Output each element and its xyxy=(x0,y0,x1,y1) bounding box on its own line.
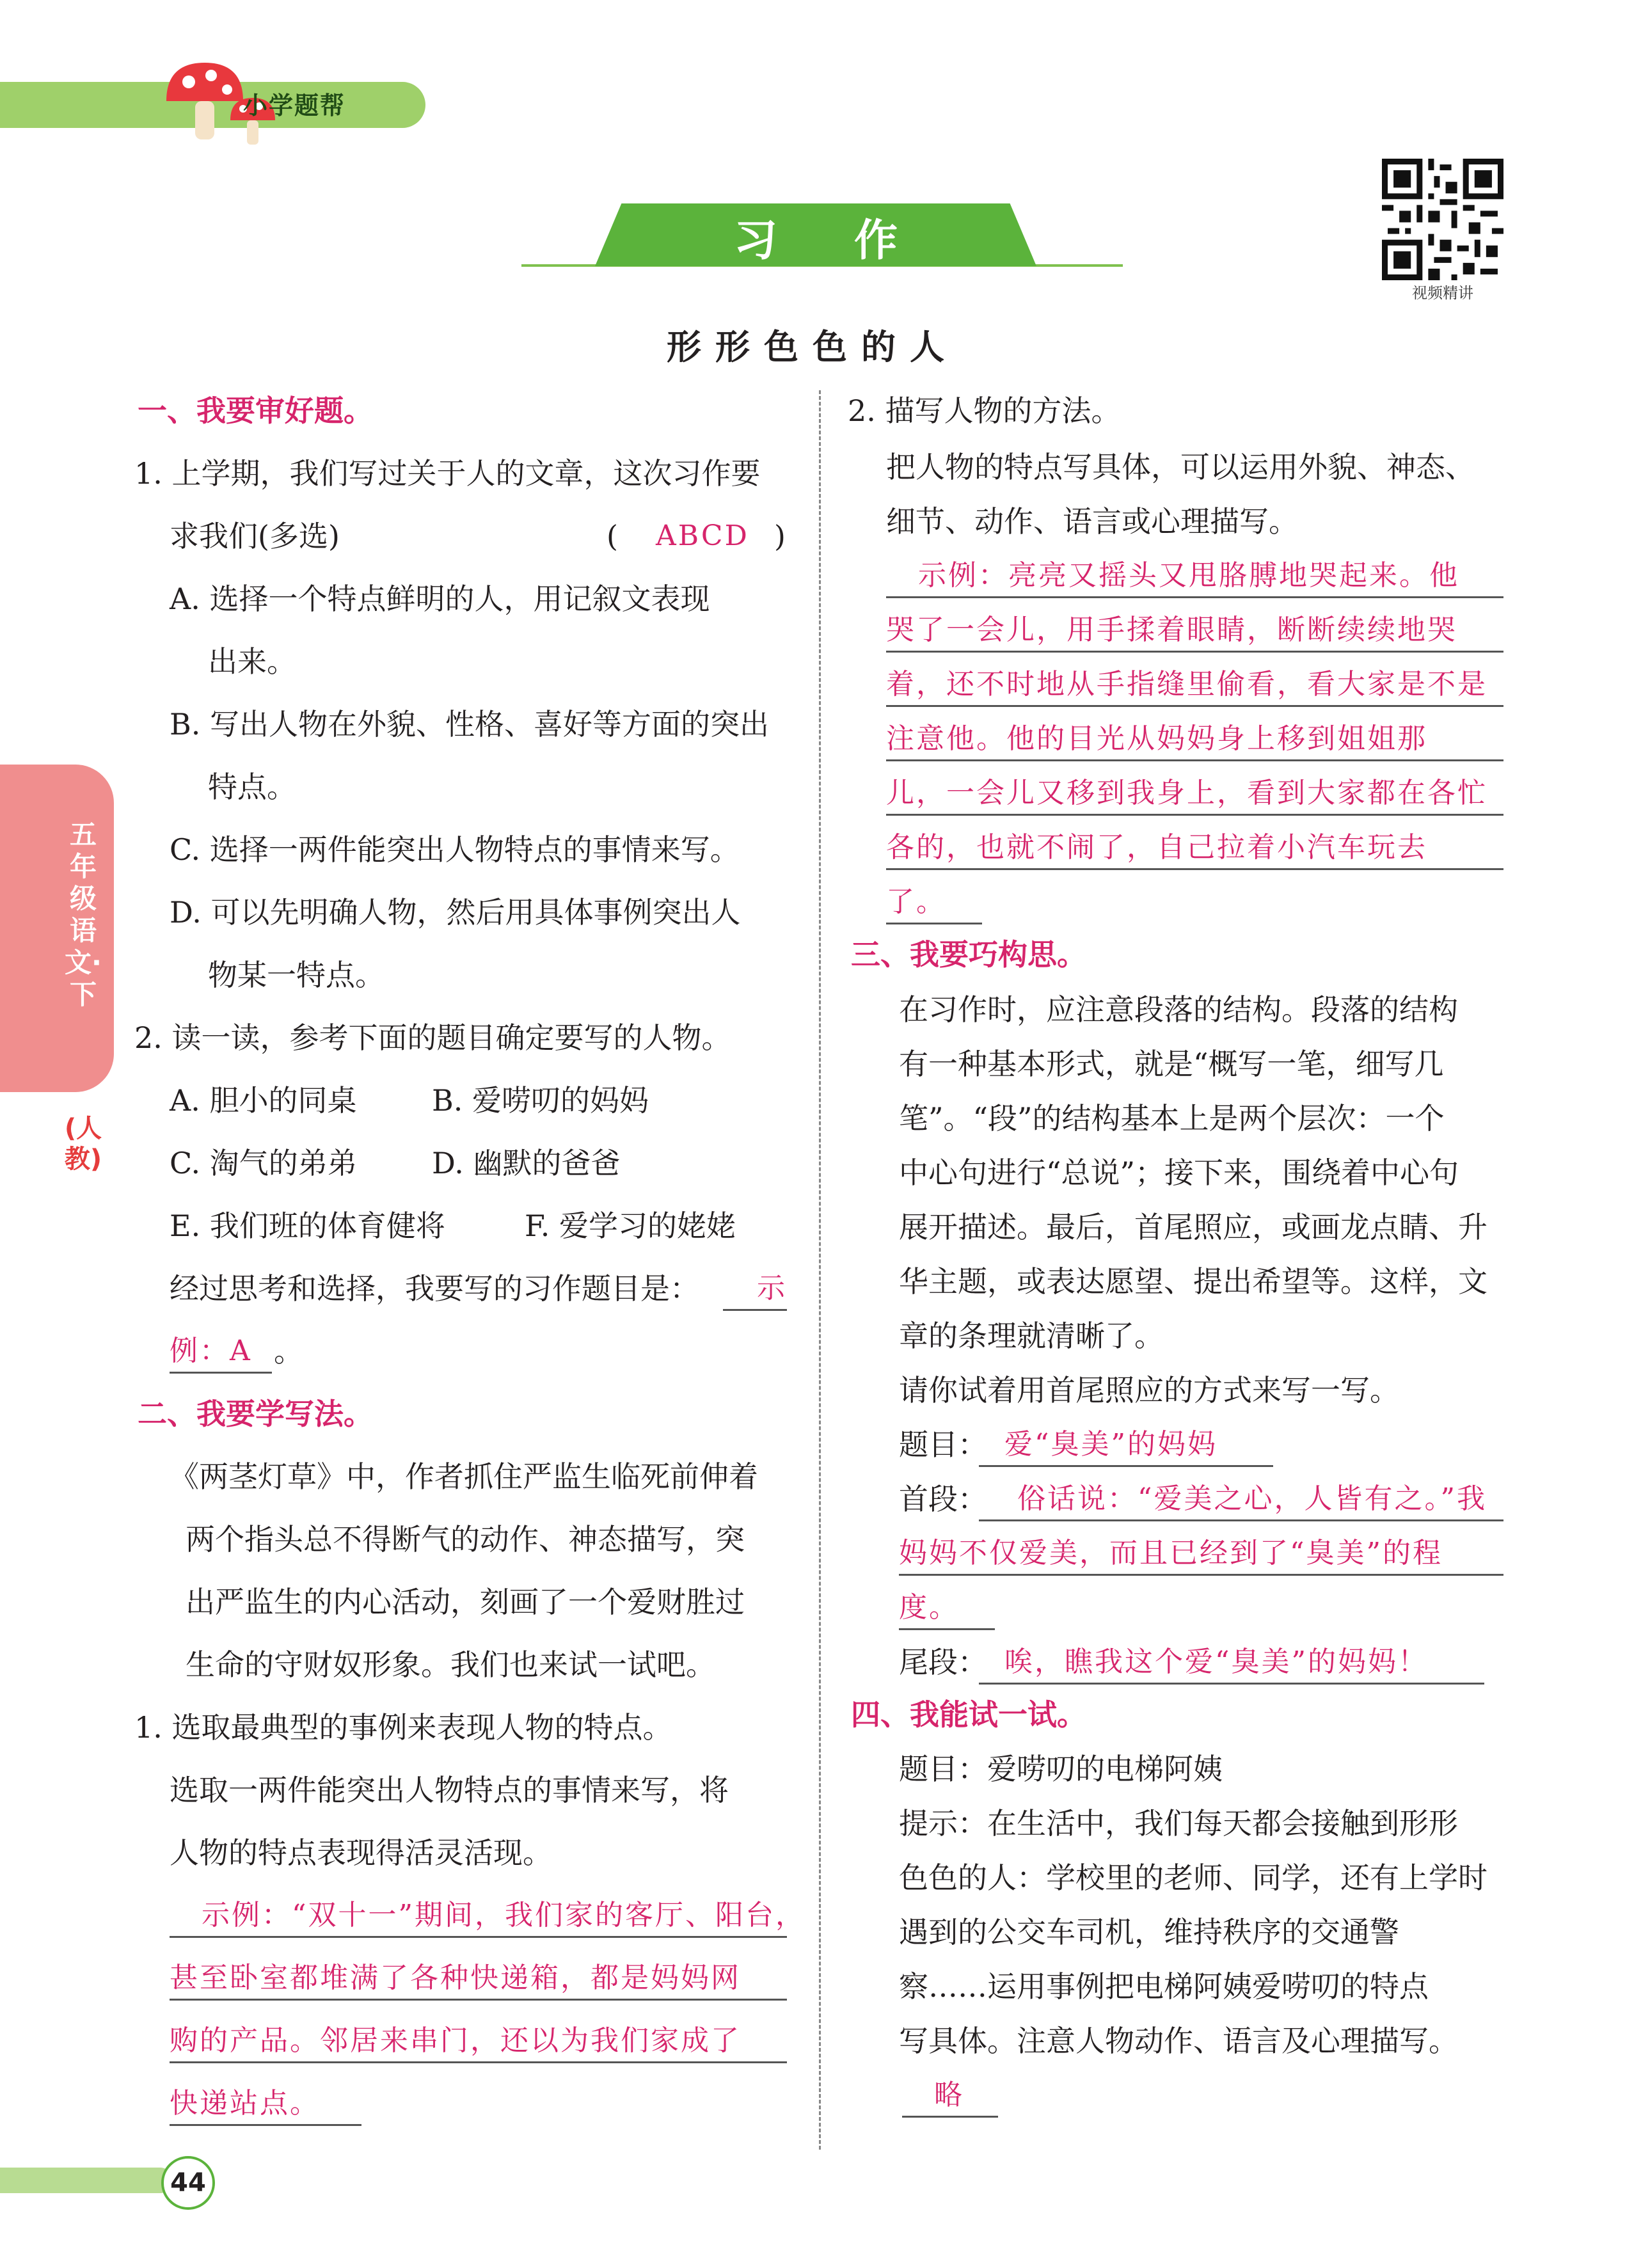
s3-para-line-3: 笔”。“段”的结构基本上是两个层次：一个 xyxy=(899,1101,1445,1136)
s4-answer: 略 xyxy=(902,2076,998,2118)
q2-answer-end: 。 xyxy=(274,1334,303,1368)
method-1-answer-line-4: 快递站点。 xyxy=(170,2084,361,2126)
s3-para-line-4: 中心句进行“总说”；接下来，围绕着中心句 xyxy=(899,1155,1459,1190)
method-2-line-1: 把人物的特点写具体，可以运用外貌、神态、 xyxy=(886,450,1475,484)
s3-para-line-2: 有一种基本形式，就是“概写一笔，细写几 xyxy=(899,1047,1444,1081)
method-2-heading: 2. 描写人物的方法。 xyxy=(848,393,1121,428)
method-2-answer-line-7: 了。 xyxy=(886,883,982,924)
q2-option-b: B. 爱唠叨的妈妈 xyxy=(432,1083,649,1118)
q1-option-a-cont: 出来。 xyxy=(208,644,296,679)
s3-first-para-label: 首段： xyxy=(899,1482,987,1516)
qr-caption: 视频精讲 xyxy=(1412,284,1473,302)
column-divider xyxy=(819,390,821,2150)
s3-para-line-5: 展开描述。最后，首尾照应，或画龙点睛、升 xyxy=(899,1210,1487,1244)
method-2-answer-line-1: 示例：亮亮又摇头又甩胳膊地哭起来。他 xyxy=(886,557,1503,598)
essay-topic: 形形色色的人 xyxy=(667,326,958,367)
qr-code-icon[interactable] xyxy=(1382,159,1503,280)
method-1-line-2: 人物的特点表现得活灵活现。 xyxy=(170,1836,552,1870)
s3-first-para-answer-2: 妈妈不仅爱美，而且已经到了“臭美”的程 xyxy=(899,1534,1503,1576)
s3-last-para-label: 尾段： xyxy=(899,1645,987,1679)
method-1-heading: 1. 选取最典型的事例来表现人物的特点。 xyxy=(134,1710,672,1745)
method-2-answer-line-5: 儿，一会儿又移到我身上，看到大家都在各忙 xyxy=(886,774,1503,816)
s3-last-para-answer: 唉，瞧我这个爱“臭美”的妈妈！ xyxy=(979,1643,1484,1685)
q1-option-a: A. 选择一个特点鲜明的人，用记叙文表现 xyxy=(170,582,710,616)
page-title: 习作 xyxy=(733,216,974,266)
method-1-answer-line-2: 甚至卧室都堆满了各种快递箱，都是妈妈网 xyxy=(170,1959,787,2001)
brand-label: 小学题帮 xyxy=(243,91,346,120)
section-heading-1: 一、我要审好题。 xyxy=(138,393,373,428)
s2-para-line-2: 两个指头总不得断气的动作、神态描写，突 xyxy=(186,1522,745,1557)
q2-option-d: D. 幽默的爸爸 xyxy=(432,1146,621,1180)
q2-option-a: A. 胆小的同桌 xyxy=(170,1083,357,1118)
q1-option-d-cont: 物某一特点。 xyxy=(208,958,385,992)
s3-first-para-answer-1: 俗话说：“爱美之心，人皆有之。”我 xyxy=(979,1480,1503,1521)
section-heading-3: 三、我要巧构思。 xyxy=(851,937,1086,972)
method-2-answer-line-6: 各的，也就不闹了，自己拉着小汽车玩去 xyxy=(886,829,1503,870)
section-heading-4: 四、我能试一试。 xyxy=(851,1697,1086,1732)
footer-strip xyxy=(0,2168,173,2193)
s4-hint-line-2: 色色的人：学校里的老师、同学，还有上学时 xyxy=(899,1860,1487,1895)
method-2-line-2: 细节、动作、语言或心理描写。 xyxy=(886,504,1298,539)
s3-para-line-7: 章的条理就清晰了。 xyxy=(899,1319,1164,1353)
q1-answer: ABCD xyxy=(656,519,749,552)
q1-option-b: B. 写出人物在外貌、性格、喜好等方面的突出 xyxy=(170,707,770,741)
q1-line-2: 求我们(多选) xyxy=(170,519,340,553)
s3-title-label: 题目： xyxy=(899,1427,987,1462)
s4-hint-line-4: 察……运用事例把电梯阿姨爱唠叨的特点 xyxy=(899,1969,1429,2004)
q2-line-1: 2. 读一读，参考下面的题目确定要写的人物。 xyxy=(134,1020,731,1055)
q1-paren-open: ( xyxy=(607,519,618,553)
s2-para-line-4: 生命的守财奴形象。我们也来试一试吧。 xyxy=(186,1647,715,1682)
s3-title-answer: 爱“臭美”的妈妈 xyxy=(979,1425,1273,1467)
method-2-answer-line-3: 着，还不时地从手指缝里偷看，看大家是不是 xyxy=(886,665,1503,707)
method-2-answer-line-4: 注意他。他的目光从妈妈身上移到姐姐那 xyxy=(886,720,1503,761)
q1-option-d: D. 可以先明确人物，然后用具体事例突出人 xyxy=(170,895,741,930)
q2-line-2: 经过思考和选择，我要写的习作题目是： xyxy=(170,1271,699,1306)
side-tab-grade: 五年级语文·下 xyxy=(65,819,102,1010)
s4-title: 题目：爱唠叨的电梯阿姨 xyxy=(899,1752,1223,1786)
method-2-answer-line-2: 哭了一会儿，用手揉着眼睛，断断续续地哭 xyxy=(886,611,1503,653)
q2-option-c: C. 淘气的弟弟 xyxy=(170,1146,357,1180)
q2-option-e: E. 我们班的体育健将 xyxy=(170,1209,445,1243)
s3-para-line-1: 在习作时，应注意段落的结构。段落的结构 xyxy=(899,992,1458,1027)
s4-hint-line-5: 写具体。注意人物动作、语言及心理描写。 xyxy=(899,2024,1458,2058)
q2-answer-part-1: 示 xyxy=(723,1269,787,1311)
q1-paren-close: ) xyxy=(774,519,786,553)
s2-para-line-1: 《两茎灯草》中，作者抓住严监生临死前伸着 xyxy=(170,1459,758,1494)
section-heading-2: 二、我要学写法。 xyxy=(138,1397,373,1431)
method-1-answer-line-1: 示例：“双十一”期间，我们家的客厅、阳台， xyxy=(170,1896,787,1938)
q1-option-b-cont: 特点。 xyxy=(208,770,296,804)
method-1-answer-line-3: 购的产品。邻居来串门，还以为我们家成了 xyxy=(170,2022,787,2063)
s4-hint-line-1: 提示：在生活中，我们每天都会接触到形形 xyxy=(899,1806,1458,1841)
side-tab-edition: (人教) xyxy=(64,1114,102,1174)
page-number: 44 xyxy=(161,2156,215,2210)
s3-first-para-answer-3: 度。 xyxy=(899,1589,995,1630)
q1-option-c: C. 选择一两件能突出人物特点的事情来写。 xyxy=(170,832,740,867)
method-1-line-1: 选取一两件能突出人物特点的事情来写，将 xyxy=(170,1773,729,1807)
s3-para-line-6: 华主题，或表达愿望、提出希望等。这样，文 xyxy=(899,1264,1487,1299)
s4-hint-line-3: 遇到的公交车司机，维持秩序的交通警 xyxy=(899,1915,1399,1949)
s2-para-line-3: 出严监生的内心活动，刻画了一个爱财胜过 xyxy=(186,1585,745,1619)
q1-line-1: 1. 上学期，我们写过关于人的文章，这次习作要 xyxy=(134,456,761,491)
q2-option-f: F. 爱学习的姥姥 xyxy=(525,1209,736,1243)
s3-instruction: 请你试着用首尾照应的方式来写一写。 xyxy=(899,1373,1399,1408)
q2-answer-part-2: 例：A xyxy=(170,1332,272,1374)
